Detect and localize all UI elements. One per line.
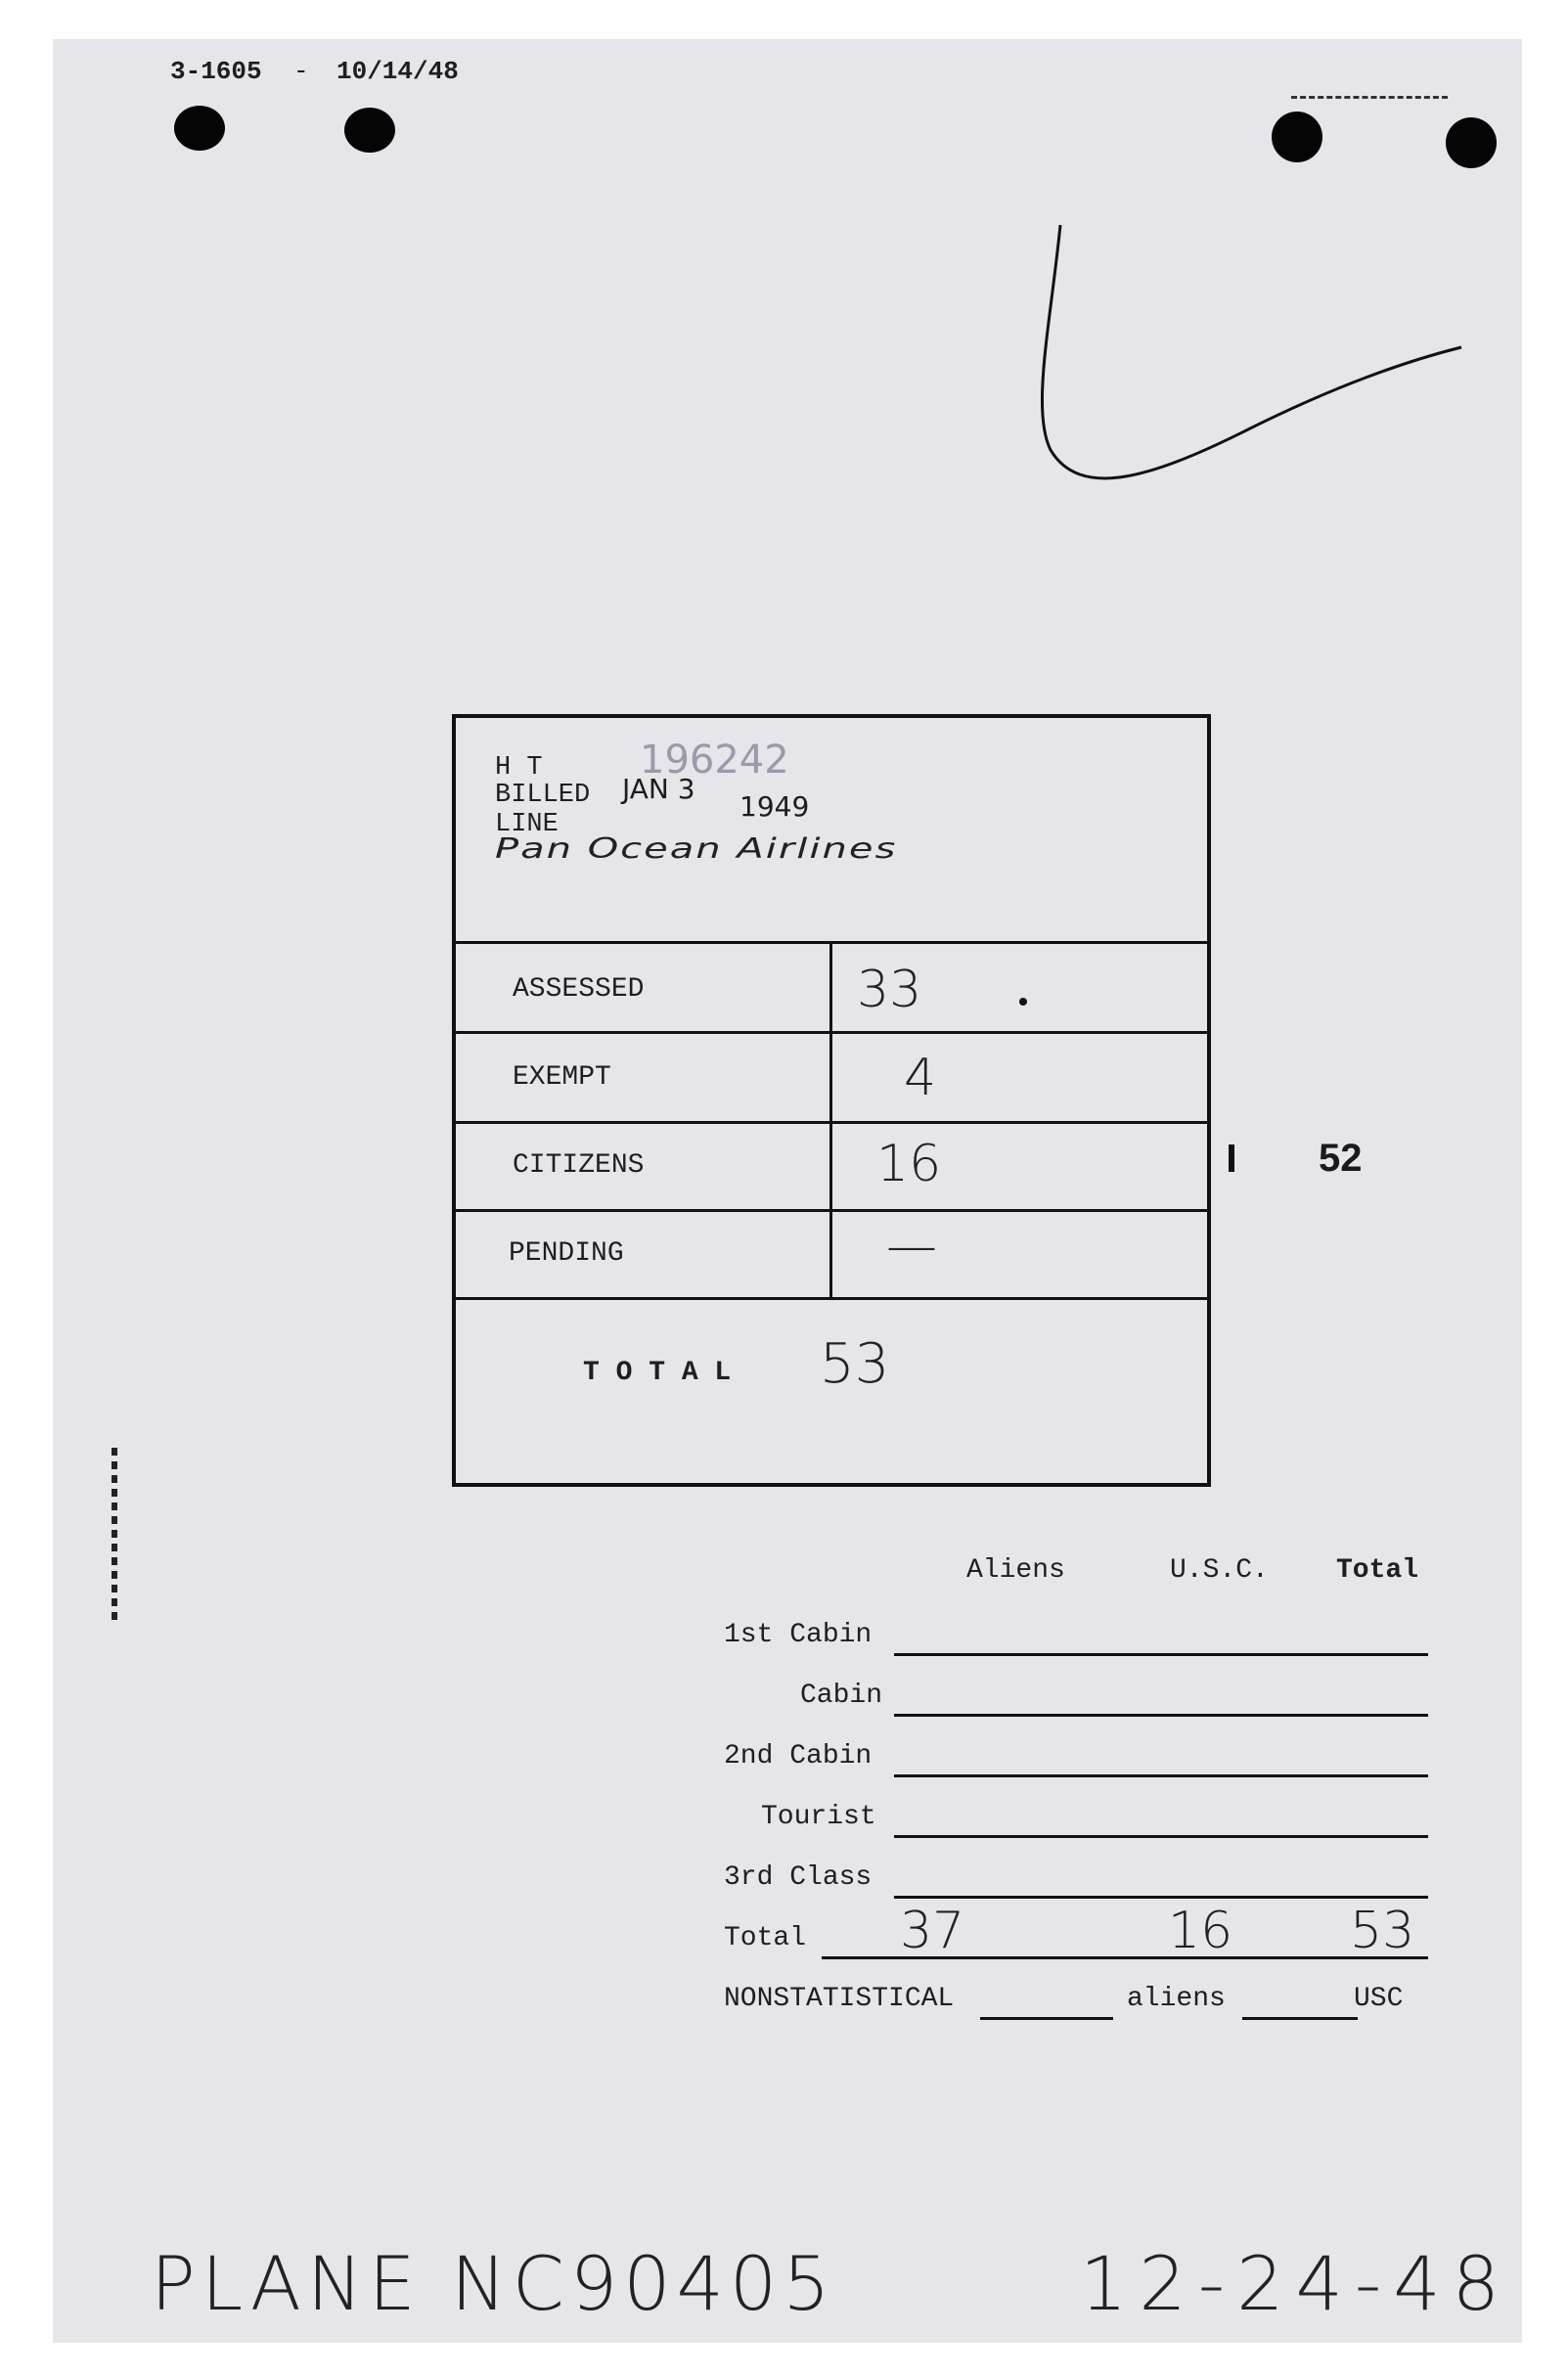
top-right-mark bbox=[1291, 96, 1448, 102]
punch-hole bbox=[1446, 117, 1497, 168]
total-aliens: 37 bbox=[900, 1902, 965, 1960]
exempt-value: 4 bbox=[904, 1049, 937, 1107]
stamp-number: 196242 bbox=[640, 738, 789, 783]
row-2nd-cabin: 2nd Cabin bbox=[724, 1741, 873, 1772]
fill-line bbox=[980, 2017, 1113, 2020]
punch-hole bbox=[1272, 112, 1322, 162]
total-usc: 16 bbox=[1168, 1902, 1233, 1960]
line-label: LINE bbox=[495, 810, 559, 839]
dot-mark bbox=[1019, 998, 1027, 1006]
form-dash: - bbox=[293, 57, 309, 86]
col-aliens: Aliens bbox=[966, 1555, 1065, 1586]
row-3rd-class: 3rd Class bbox=[724, 1862, 873, 1893]
edge-mark bbox=[112, 1448, 117, 1624]
side-tick bbox=[1229, 1144, 1234, 1172]
total-value: 53 bbox=[820, 1332, 890, 1396]
stamp-date: JAN 3 bbox=[622, 773, 695, 805]
fill-line bbox=[894, 1835, 1428, 1838]
citizens-label: CITIZENS bbox=[513, 1150, 645, 1181]
line-name-handwritten: Pan Ocean Airlines bbox=[495, 833, 898, 866]
form-date: 10/14/48 bbox=[336, 57, 459, 86]
fill-line bbox=[894, 1714, 1428, 1717]
column-divider bbox=[829, 941, 832, 1299]
fill-line bbox=[894, 1653, 1428, 1656]
pending-value: — bbox=[886, 1217, 937, 1276]
billed-label: BILLED bbox=[495, 781, 591, 810]
side-note: 52 bbox=[1319, 1137, 1363, 1180]
total-label: T O T A L bbox=[583, 1358, 732, 1388]
nonstat-aliens-label: aliens bbox=[1127, 1984, 1226, 2014]
row-total: Total bbox=[724, 1923, 807, 1953]
fill-line bbox=[894, 1774, 1428, 1777]
check-mark-icon bbox=[1021, 186, 1491, 518]
row-1st-cabin: 1st Cabin bbox=[724, 1620, 873, 1650]
fill-line bbox=[1242, 2017, 1358, 2020]
assessed-label: ASSESSED bbox=[513, 974, 645, 1005]
nonstat-label: NONSTATISTICAL bbox=[724, 1984, 955, 2014]
row-cabin: Cabin bbox=[800, 1681, 883, 1711]
col-usc: U.S.C. bbox=[1170, 1555, 1269, 1586]
assessed-value: 33 bbox=[857, 961, 922, 1019]
billing-box bbox=[452, 714, 1211, 1487]
punch-hole bbox=[174, 106, 225, 151]
total-total: 53 bbox=[1350, 1902, 1415, 1960]
col-total: Total bbox=[1336, 1555, 1419, 1586]
citizens-value: 16 bbox=[876, 1135, 942, 1193]
ht-label: H T bbox=[495, 753, 543, 783]
stamp-year: 1949 bbox=[739, 790, 810, 823]
exempt-label: EXEMPT bbox=[513, 1062, 611, 1093]
document-page bbox=[53, 39, 1522, 2343]
row-tourist: Tourist bbox=[761, 1802, 876, 1832]
date-handwritten: 12-24-48 bbox=[1080, 2240, 1511, 2327]
punch-hole bbox=[344, 108, 395, 153]
plane-handwritten: PLANE NC90405 bbox=[151, 2240, 836, 2327]
pending-label: PENDING bbox=[509, 1238, 624, 1269]
form-number: 3-1605 bbox=[170, 57, 262, 86]
nonstat-usc-label: USC bbox=[1354, 1984, 1404, 2014]
fill-line bbox=[894, 1896, 1428, 1899]
